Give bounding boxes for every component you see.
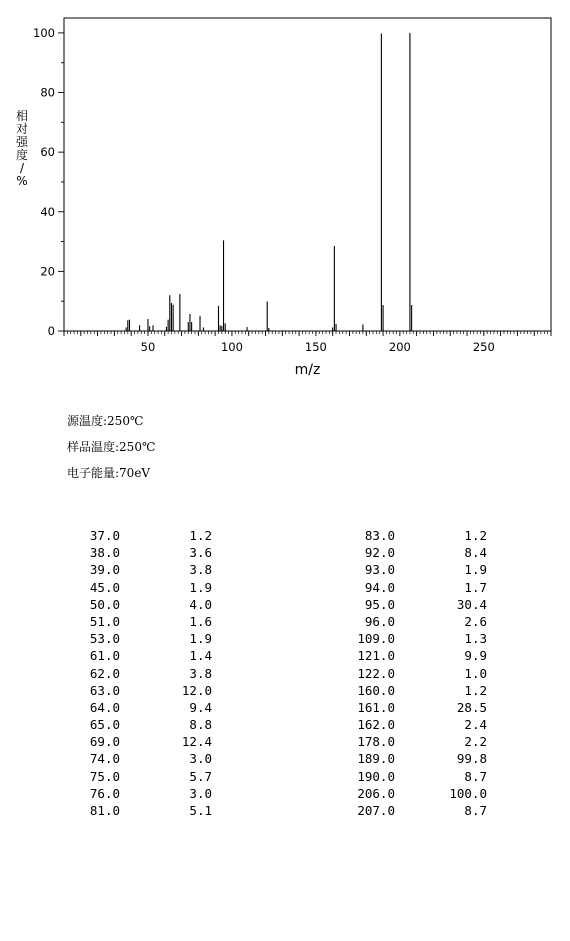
y-tick-label: 20 [40, 264, 55, 279]
table-row [70, 785, 212, 802]
mz-cell: 92.0 [364, 545, 395, 561]
table-row [332, 579, 487, 596]
table-row [332, 802, 487, 819]
table-row [70, 596, 212, 613]
electron-energy: 电子能量:70eV [67, 466, 151, 480]
mz-cell: 63.0 [89, 682, 120, 698]
mz-cell: 61.0 [89, 648, 120, 664]
mz-cell: 178.0 [357, 734, 395, 750]
table-row [70, 613, 212, 630]
table-row [332, 647, 487, 664]
mz-cell: 50.0 [89, 596, 120, 612]
x-axis-label: m/z [294, 362, 321, 378]
mz-cell: 76.0 [89, 785, 120, 801]
mz-cell: 83.0 [364, 528, 395, 543]
mz-cell: 38.0 [89, 545, 120, 561]
mz-cell: 51.0 [89, 613, 120, 629]
table-row [70, 647, 212, 664]
x-tick-label: 100 [220, 340, 243, 354]
table-row [70, 665, 212, 682]
table-row [70, 544, 212, 561]
intensity-cell: 3.8 [189, 562, 212, 578]
intensity-cell: 3.0 [189, 785, 212, 801]
table-row [332, 750, 487, 767]
intensity-cell: 8.7 [464, 803, 487, 818]
table-row [70, 579, 212, 596]
intensity-cell: 28.5 [456, 699, 487, 715]
intensity-cell: 3.8 [189, 665, 212, 681]
table-row [70, 768, 212, 785]
table-row [70, 682, 212, 699]
peak-table-left [70, 527, 212, 819]
intensity-cell: 1.7 [464, 579, 487, 595]
intensity-cell: 4.0 [189, 596, 212, 612]
intensity-cell: 1.2 [189, 528, 212, 543]
table-row [332, 733, 487, 750]
mz-cell: 75.0 [89, 768, 120, 784]
mz-cell: 190.0 [357, 768, 395, 784]
intensity-cell: 9.9 [464, 648, 487, 664]
x-tick-label: 150 [304, 340, 327, 354]
table-row [332, 682, 487, 699]
intensity-cell: 8.7 [464, 768, 487, 784]
intensity-cell: 30.4 [456, 596, 487, 612]
intensity-cell: 1.3 [464, 631, 487, 647]
table-row [332, 544, 487, 561]
intensity-cell: 1.9 [189, 579, 212, 595]
y-tick-label: 0 [47, 324, 55, 338]
x-tick-label: 250 [472, 340, 495, 354]
mz-cell: 207.0 [357, 803, 395, 818]
mz-cell: 37.0 [89, 528, 120, 543]
mz-cell: 122.0 [357, 665, 395, 681]
mz-cell: 62.0 [89, 665, 120, 681]
y-tick-label: 40 [40, 204, 55, 219]
table-row [332, 613, 487, 630]
mz-cell: 109.0 [357, 631, 395, 647]
y-tick-label: 80 [40, 85, 55, 100]
intensity-cell: 3.6 [189, 545, 212, 561]
chart-labels [16, 26, 495, 378]
mz-cell: 189.0 [357, 751, 395, 767]
intensity-cell: 2.2 [464, 734, 487, 750]
table-row [70, 527, 212, 544]
intensity-cell: 99.8 [456, 751, 487, 767]
mz-cell: 161.0 [357, 699, 395, 715]
mz-cell: 69.0 [89, 734, 120, 750]
intensity-cell: 2.6 [464, 613, 487, 629]
table-row [332, 699, 487, 716]
intensity-cell: 1.2 [464, 528, 487, 543]
table-row [332, 768, 487, 785]
intensity-cell: 1.9 [189, 631, 212, 647]
table-row [70, 750, 212, 767]
mz-cell: 65.0 [89, 717, 120, 733]
intensity-cell: 1.0 [464, 665, 487, 681]
y-axis-label: 相对强度/ % [15, 109, 29, 188]
table-row [332, 596, 487, 613]
mz-cell: 45.0 [89, 579, 120, 595]
mz-cell: 96.0 [364, 613, 395, 629]
chart-peaks [126, 33, 411, 331]
mz-cell: 39.0 [89, 562, 120, 578]
mz-cell: 81.0 [89, 803, 120, 818]
sample-temperature: 样品温度:250℃ [67, 440, 156, 454]
source-temperature: 源温度:250℃ [67, 414, 144, 428]
table-row [70, 802, 212, 819]
mz-cell: 74.0 [89, 751, 120, 767]
intensity-cell: 2.4 [464, 717, 487, 733]
intensity-cell: 1.4 [189, 648, 212, 664]
table-row [332, 785, 487, 802]
chart-axes [58, 18, 551, 336]
intensity-cell: 12.0 [181, 682, 212, 698]
y-tick-label: 100 [33, 25, 55, 40]
table-row [70, 733, 212, 750]
x-tick-label: 200 [388, 340, 411, 354]
table-row [332, 665, 487, 682]
peak-table-right [332, 527, 487, 819]
plot-frame [64, 18, 551, 331]
intensity-cell: 5.7 [189, 768, 212, 784]
intensity-cell: 8.8 [189, 717, 212, 733]
intensity-cell: 100.0 [449, 785, 487, 801]
x-tick-label: 50 [140, 340, 156, 354]
mass-spectrum-chart [0, 0, 570, 380]
mz-cell: 206.0 [357, 785, 395, 801]
table-row [70, 716, 212, 733]
table-row [332, 716, 487, 733]
table-row [70, 561, 212, 578]
intensity-cell: 5.1 [189, 803, 212, 818]
table-row [70, 630, 212, 647]
intensity-cell: 1.9 [464, 562, 487, 578]
table-row [332, 630, 487, 647]
mz-cell: 95.0 [364, 596, 395, 612]
mz-cell: 121.0 [357, 648, 395, 664]
intensity-cell: 1.6 [189, 613, 212, 629]
mz-cell: 64.0 [89, 699, 120, 715]
y-tick-label: 60 [40, 145, 55, 160]
intensity-cell: 9.4 [189, 699, 212, 715]
intensity-cell: 12.4 [181, 734, 212, 750]
mz-cell: 94.0 [364, 579, 395, 595]
intensity-cell: 1.2 [464, 682, 487, 698]
mz-cell: 162.0 [357, 717, 395, 733]
mz-cell: 93.0 [364, 562, 395, 578]
table-row [332, 527, 487, 544]
intensity-cell: 3.0 [189, 751, 212, 767]
table-row [332, 561, 487, 578]
intensity-cell: 8.4 [464, 545, 487, 561]
table-row [70, 699, 212, 716]
mz-cell: 160.0 [357, 682, 395, 698]
mz-cell: 53.0 [89, 631, 120, 647]
